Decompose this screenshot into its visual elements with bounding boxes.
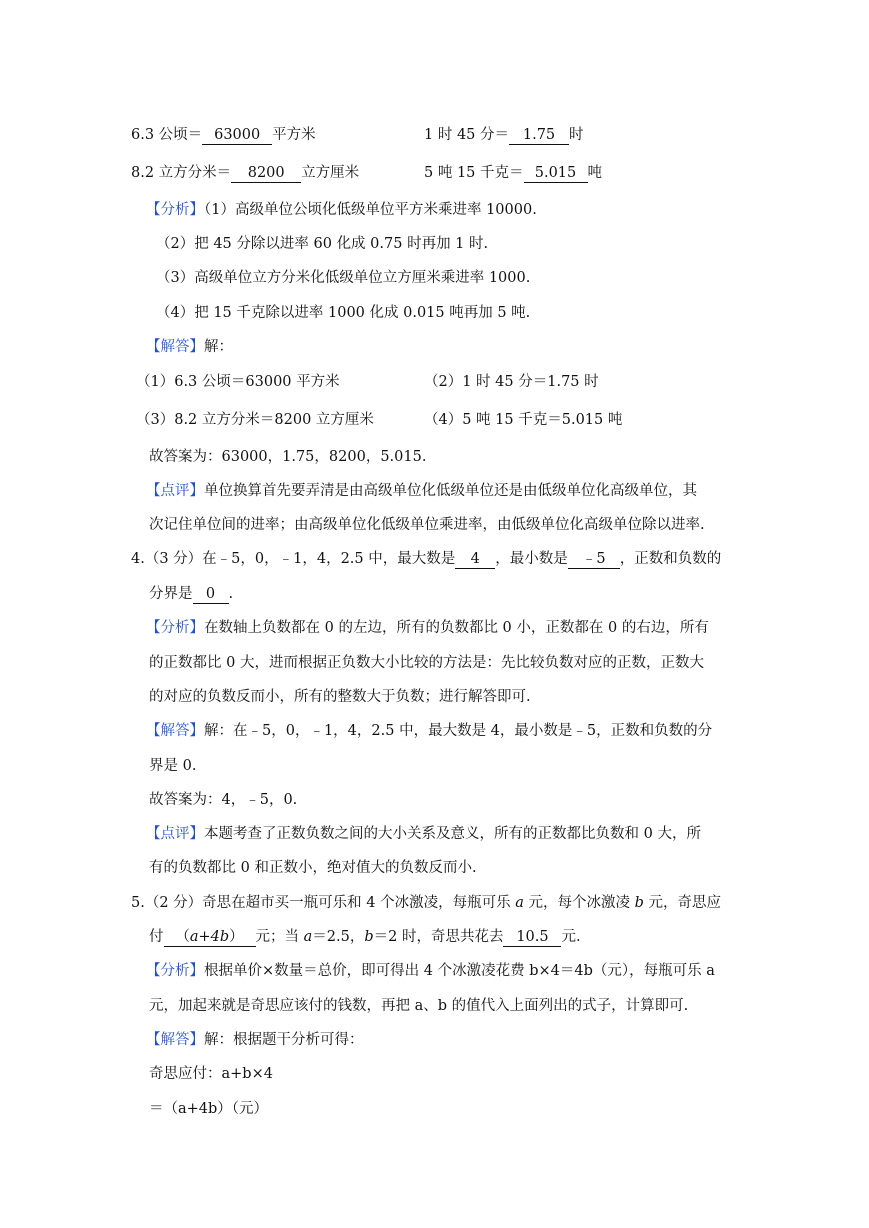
q3-analysis-1: 【分析】（1）高级单位公顷化低级单位平方米乘进率 10000. (146, 202, 537, 218)
q4-stem-1: 4.（3 分）在﹣5，0，﹣1，4，2.5 中，最大数是 4 ，最小数是 ﹣5 ，正数和负数的 (131, 551, 722, 567)
analysis-label: 【分析】 (146, 202, 204, 218)
q3-analysis-4: （4）把 15 千克除以进率 1000 化成 0.015 吨再加 5 吨. (156, 305, 531, 321)
q3-answer-3: （3）8.2 立方分米＝8200 立方厘米 (136, 412, 374, 428)
q5-answer-3: ＝（a+4b）（元） (149, 1101, 269, 1117)
comment-label: 【点评】 (146, 826, 204, 842)
answer-blank: 0 (193, 585, 229, 604)
q5-analysis-2: 元，加起来就是奇思应该付的钱数，再把 a、b 的值代入上面列出的式子，计算即可. (149, 998, 689, 1014)
q3-answer-head: 【解答】解： (146, 339, 233, 355)
q3-analysis-3: （3）高级单位立方分米化低级单位立方厘米乘进率 1000. (156, 270, 531, 286)
answer-blank: 63000 (202, 126, 272, 145)
q5-answer-1: 【解答】解：根据题干分析可得： (146, 1032, 364, 1048)
q4-analysis-1: 【分析】在数轴上负数都在 0 的左边，所有的负数都比 0 小，正数都在 0 的右边，所有 (146, 620, 709, 636)
q5-stem-1: 5.（2 分）奇思在超市买一瓶可乐和 4 个冰激凌，每瓶可乐 a 元，每个冰激凌 b 元，奇思应 (131, 895, 722, 911)
q4-comment-1: 【点评】本题考查了正数负数之间的大小关系及意义，所有的正数都比负数和 0 大，所 (146, 826, 701, 842)
q3-comment-1: 【点评】单位换算首先要弄清是由高级单位化低级单位还是由低级单位化高级单位，其 (146, 483, 697, 499)
q4-analysis-3: 的对应的负数反而小，所有的整数大于负数；进行解答即可. (149, 689, 531, 705)
q4-answer-2: 界是 0. (149, 758, 197, 774)
q4-stem-2: 分界是 0 . (149, 586, 234, 602)
answer-blank: ﹣5 (568, 550, 620, 569)
q4-answer-1: 【解答】解：在﹣5，0，﹣1，4，2.5 中，最大数是 4，最小数是﹣5，正数和负数的分 (146, 723, 713, 739)
q4-final-answer: 故答案为：4，﹣5，0. (149, 792, 298, 808)
q3-analysis-2: （2）把 45 分除以进率 60 化成 0.75 时再加 1 时. (156, 236, 489, 252)
answer-blank: 1.75 (509, 126, 569, 145)
answer-blank: 4 (455, 550, 495, 569)
q4-comment-2: 有的负数都比 0 和正数小，绝对值大的负数反而小. (149, 860, 477, 876)
answer-blank: （a+4b） (164, 928, 256, 947)
q3-answer-2: （2）1 时 45 分＝1.75 时 (424, 374, 599, 390)
comment-label: 【点评】 (146, 483, 204, 499)
q5-answer-2: 奇思应付：a+b×4 (149, 1066, 273, 1082)
q4-analysis-2: 的正数都比 0 大，进而根据正负数大小比较的方法是：先比较负数对应的正数，正数大 (149, 655, 704, 671)
analysis-label: 【分析】 (146, 963, 204, 979)
answer-label: 【解答】 (146, 723, 204, 739)
answer-blank: 8200 (231, 164, 301, 183)
answer-label: 【解答】 (146, 339, 204, 355)
q5-analysis-1: 【分析】根据单价×数量＝总价，即可得出 4 个冰激凌花费 b×4＝4b（元），每瓶可乐 a (146, 963, 715, 979)
conversion-row-2a: 8.2 立方分米＝ 8200 立方厘米 (131, 165, 360, 181)
answer-blank: 10.5 (503, 928, 561, 947)
answer-label: 【解答】 (146, 1032, 204, 1048)
q3-answer-4: （4）5 吨 15 千克＝5.015 吨 (424, 412, 623, 428)
conversion-row-1b: 1 时 45 分＝ 1.75 时 (424, 127, 584, 143)
q5-stem-2: 付 （a+4b） 元；当 a＝2.5，b＝2 时，奇思共花去 10.5 元. (149, 929, 581, 945)
answer-blank: 5.015 (524, 164, 588, 183)
conversion-row-2b: 5 吨 15 千克＝ 5.015 吨 (424, 165, 603, 181)
analysis-label: 【分析】 (146, 620, 204, 636)
q3-comment-2: 次记住单位间的进率；由高级单位化低级单位乘进率，由低级单位化高级单位除以进率. (149, 517, 705, 533)
q3-final-answer: 故答案为：63000，1.75，8200，5.015. (149, 449, 427, 465)
q3-answer-1: （1）6.3 公顷＝63000 平方米 (136, 374, 340, 390)
conversion-row-1a: 6.3 公顷＝ 63000 平方米 (131, 127, 316, 143)
